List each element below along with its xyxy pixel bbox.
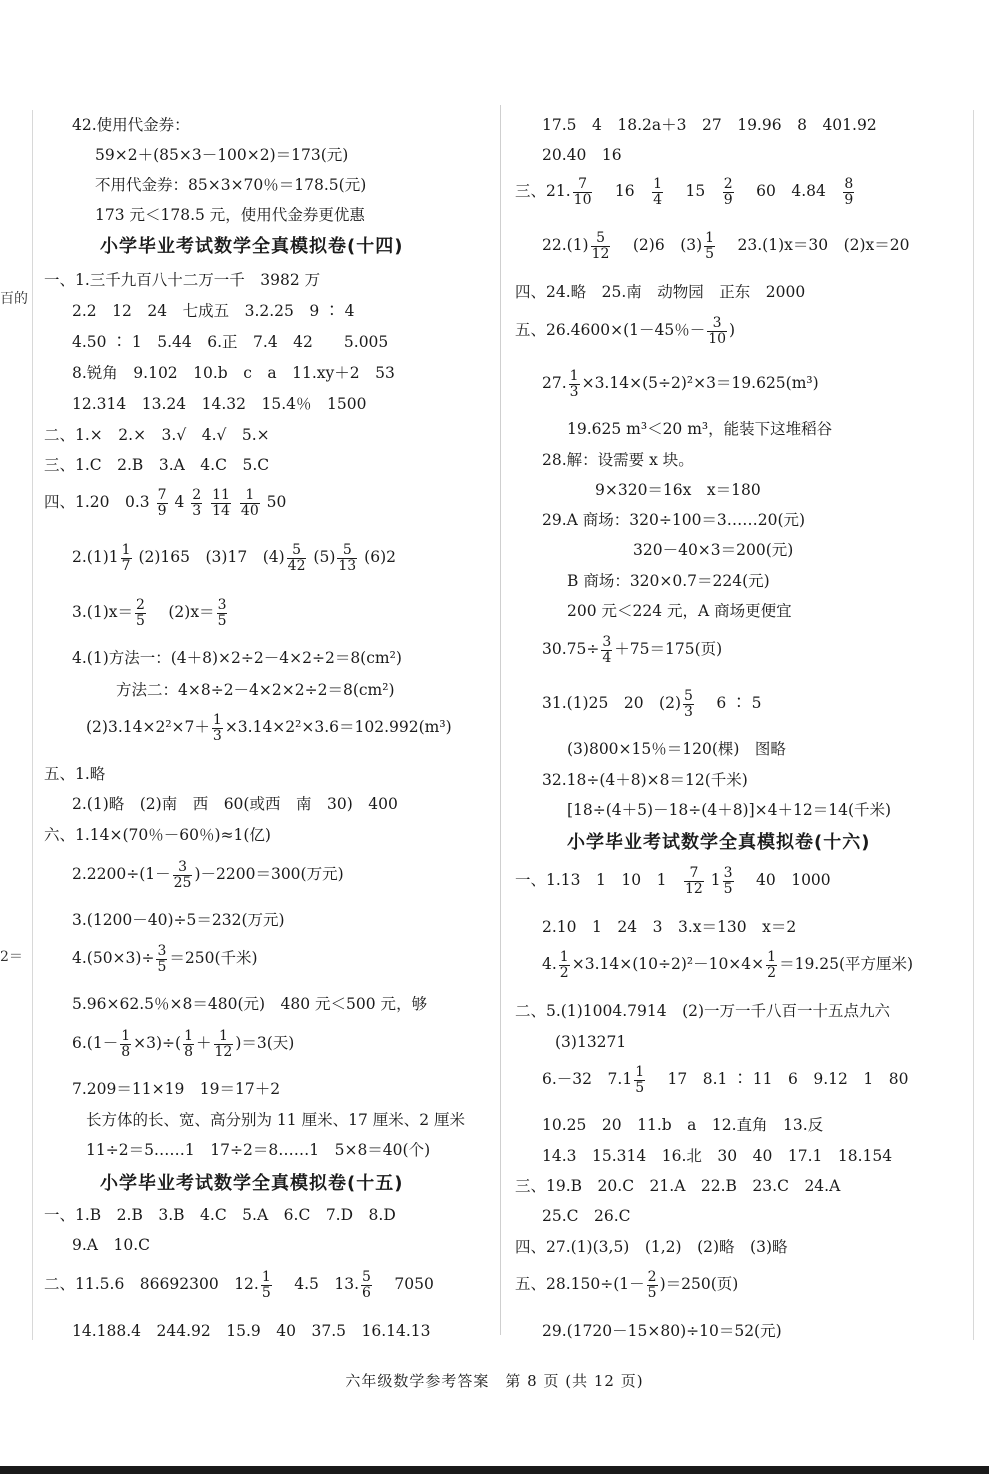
numerator: 1 xyxy=(569,368,579,384)
r7-text-a: 27. xyxy=(542,374,567,393)
r9-line-2: 9×320＝16x x＝180 xyxy=(595,481,761,499)
r11-line xyxy=(542,635,722,665)
column-divider xyxy=(500,105,501,1335)
t3-line xyxy=(542,950,913,980)
s6-6-text-a: 6.(1－ xyxy=(72,1034,119,1053)
q42-line-2: 59×2＋(85×3－100×2)＝173(元) xyxy=(95,146,349,164)
s5-line-1: 五、1.略 xyxy=(44,765,106,783)
numerator: 3 xyxy=(712,315,722,331)
t3-text-c: ＝19.25(平方厘米) xyxy=(779,955,914,974)
numerator: 5 xyxy=(292,542,302,558)
numerator: 1 xyxy=(559,949,569,965)
r3-text-d: 60 4.84 xyxy=(756,182,826,201)
s6-line-6 xyxy=(72,1029,294,1059)
numerator: 5 xyxy=(684,688,693,704)
fraction xyxy=(121,543,132,573)
denominator: 12 xyxy=(214,1043,233,1060)
s1-line-1: 一、1.三千九百八十二万一千 3982 万 xyxy=(44,271,321,289)
numerator: 1 xyxy=(705,230,715,246)
t9-text-b: )＝250(页) xyxy=(659,1275,739,1294)
denominator: 5 xyxy=(157,958,167,975)
denominator: 5 xyxy=(635,1079,645,1096)
s6-line-2 xyxy=(72,860,344,890)
fraction xyxy=(120,1029,131,1059)
r3-text-c: 15 xyxy=(685,182,706,201)
numerator: 1 xyxy=(767,949,777,965)
r10-line-1: 29.A 商场：320÷100＝3……20(元) xyxy=(542,511,806,529)
s6-line-5: 5.96×62.5％×8＝480(元) 480 元＜500 元，够 xyxy=(72,995,428,1013)
fraction xyxy=(217,598,228,628)
numerator: 5 xyxy=(596,230,605,246)
t8-line: 四、27.(1)(3,5) (1,2) (2)略 (3)略 xyxy=(515,1238,788,1256)
p1-line-1: 一、1.B 2.B 3.B 4.C 5.A 6.C 7.D 8.D xyxy=(44,1206,396,1224)
t4-line-1: 二、5.(1)1004.7914 (2)一万一千八百一十五点九六 xyxy=(515,1002,891,1020)
numerator: 1 xyxy=(184,1028,193,1044)
numerator: 7 xyxy=(157,487,167,503)
r3-text-b: 16 xyxy=(614,182,635,201)
fraction xyxy=(173,860,193,890)
denominator: 8 xyxy=(121,1043,131,1060)
s6-4-text-a: 4.(50×3)÷ xyxy=(72,949,155,968)
fraction xyxy=(214,1029,234,1059)
fraction xyxy=(569,369,580,399)
r7-line xyxy=(542,369,819,399)
s4-line-3 xyxy=(72,598,229,628)
fraction xyxy=(601,635,612,665)
s6-4-text-b: ＝250(千米) xyxy=(169,949,258,968)
denominator: 3 xyxy=(569,383,579,400)
p1-line-2: 9.A 10.C xyxy=(72,1236,150,1254)
heading-exam-16: 小学毕业考试数学全真模拟卷(十六) xyxy=(567,832,871,853)
s1-line-4: 8.锐角 9.102 10.b c a 11.xy＋2 53 xyxy=(72,364,395,382)
heading-exam-14: 小学毕业考试数学全真模拟卷(十四) xyxy=(100,236,404,257)
denominator: 12 xyxy=(591,245,610,262)
fraction xyxy=(704,231,715,261)
denominator: 10 xyxy=(708,330,727,347)
denominator: 4 xyxy=(653,191,663,208)
r7-text-b: ×3.14×(5÷2)²×3＝19.625(m³) xyxy=(581,374,819,393)
q42-line-3: 不用代金券：85×3×70％＝178.5(元) xyxy=(95,176,367,194)
fraction xyxy=(157,488,168,518)
fraction xyxy=(843,177,854,207)
fraction xyxy=(573,177,593,207)
s4a-mid: 4 xyxy=(174,493,185,512)
t7-line-1: 三、19.B 20.C 21.A 22.B 23.C 24.A xyxy=(515,1177,841,1195)
s2-line: 二、1.× 2.× 3.√ 4.√ 5.× xyxy=(44,426,270,444)
fraction xyxy=(135,598,146,628)
s6-7-line-3: 11÷2＝5……1 17÷2＝8……1 5×8＝40(个) xyxy=(86,1141,431,1159)
s6-6-text-d: )＝3(天) xyxy=(235,1034,295,1053)
s5-line-2: 2.(1)略 (2)南 西 60(或西 南 30) 400 xyxy=(72,795,398,813)
edge-text-mid: 2＝ xyxy=(0,949,23,965)
numerator: 1 xyxy=(653,176,663,192)
s3-line: 三、1.C 2.B 3.A 4.C 5.C xyxy=(44,456,270,474)
t6-line-2: 14.3 15.314 16.北 30 40 17.1 18.154 xyxy=(542,1147,893,1165)
numerator: 1 xyxy=(121,542,131,558)
denominator: 3 xyxy=(192,502,202,519)
r12-text-a: 31.(1)25 20 (2) xyxy=(542,694,682,713)
denominator: 42 xyxy=(287,557,306,574)
s4e-text-2: ×3.14×2²×3.6＝102.992(m³) xyxy=(224,718,452,737)
t9-line xyxy=(515,1270,738,1300)
left-margin-rule xyxy=(32,110,33,1340)
t5-line xyxy=(542,1065,908,1095)
fraction xyxy=(723,866,734,896)
r10-line-4: 200 元＜224 元，A 商场更便宜 xyxy=(567,602,792,620)
s4b-text-4: (6)2 xyxy=(364,548,396,567)
numerator: 3 xyxy=(157,943,167,959)
r13-line-3: [18÷(4＋5)－18÷(4＋8)]×4＋12＝14(千米) xyxy=(567,801,892,819)
s4d-line-2: 方法二：4×8÷2－4×2×2÷2＝8(cm²) xyxy=(116,681,395,699)
t5-text-b: 1 xyxy=(622,1070,633,1089)
s4b-text-2: (2)165 (3)17 (4) xyxy=(138,548,285,567)
denominator: 9 xyxy=(844,191,854,208)
s6-2-text-b: )－2200＝300(万元) xyxy=(194,865,344,884)
r11-text-a: 30.75÷ xyxy=(542,640,600,659)
fraction xyxy=(559,950,570,980)
fraction xyxy=(647,1270,658,1300)
t1-text-b: 1 xyxy=(710,871,721,890)
denominator: 5 xyxy=(217,612,227,629)
denominator: 5 xyxy=(647,1284,657,1301)
fraction xyxy=(191,488,202,518)
denominator: 5 xyxy=(261,1284,271,1301)
t2-line: 2.10 1 24 3 3.x＝130 x＝2 xyxy=(542,918,797,936)
numerator: 1 xyxy=(245,487,255,503)
fraction xyxy=(211,488,231,518)
s6-2-text-a: 2.2200÷(1－ xyxy=(72,865,171,884)
denominator: 5 xyxy=(136,612,145,629)
denominator: 40 xyxy=(240,502,259,519)
r10-line-3: B 商场：320×0.7＝224(元) xyxy=(567,572,770,590)
denominator: 8 xyxy=(184,1043,193,1060)
t6-line-1: 10.25 20 11.b a 12.直角 13.反 xyxy=(542,1116,824,1134)
numerator: 1 xyxy=(121,1028,131,1044)
s4c-text-1: 3.(1)x＝ xyxy=(72,603,133,622)
numerator: 3 xyxy=(217,597,227,613)
denominator: 3 xyxy=(684,703,693,720)
denominator: 2 xyxy=(559,964,569,981)
r1-line: 17.5 4 18.2a＋3 27 19.96 8 401.92 xyxy=(542,116,877,134)
numerator: 2 xyxy=(723,176,733,192)
r3-line xyxy=(515,177,856,207)
s6-6-text-b: ×3)÷( xyxy=(133,1034,182,1053)
r4-text-a: 22.(1) xyxy=(542,236,589,255)
p2-text-c: 7050 xyxy=(394,1275,434,1294)
numerator: 1 xyxy=(261,1269,271,1285)
numerator: 3 xyxy=(602,634,612,650)
t3-text-b: ×3.14×(10÷2)²－10×4× xyxy=(571,955,765,974)
s4b-text-1: 2.(1)1 xyxy=(72,548,119,567)
fraction xyxy=(652,177,663,207)
s6-line-4 xyxy=(72,944,258,974)
fraction xyxy=(240,488,260,518)
numerator: 2 xyxy=(192,487,202,503)
r13-line-1: (3)800×15％＝120(棵) 图略 xyxy=(567,740,786,758)
numerator: 3 xyxy=(723,865,733,881)
s4e-text-1: (2)3.14×2²×7＋ xyxy=(86,718,210,737)
fraction xyxy=(212,713,223,743)
t5-text-c: 17 8.1 ∶ 11 6 9.12 1 80 xyxy=(667,1070,909,1089)
q42-line-4: 173 元＜178.5 元，使用代金券更优惠 xyxy=(95,206,365,224)
r8-line: 19.625 m³＜20 m³，能装下这堆稻谷 xyxy=(567,420,833,438)
numerator: 11 xyxy=(212,487,230,503)
s1-line-2: 2.2 12 24 七成五 3.2.25 9 ∶ 4 xyxy=(72,302,355,320)
r12-text-b: 6 ∶ 5 xyxy=(716,694,762,713)
fraction xyxy=(183,1029,194,1059)
fraction xyxy=(361,1270,372,1300)
numerator: 3 xyxy=(178,859,188,875)
r11-text-b: ＋75＝175(页) xyxy=(614,640,723,659)
r5-line: 四、24.略 25.南 动物园 正东 2000 xyxy=(515,283,806,301)
denominator: 5 xyxy=(705,245,715,262)
s4b-text-3: (5) xyxy=(313,548,336,567)
r10-line-2: 320－40×3＝200(元) xyxy=(633,541,794,559)
right-margin-rule xyxy=(973,110,974,1340)
fraction xyxy=(337,543,357,573)
numerator: 5 xyxy=(362,1269,371,1285)
t4-line-2: (3)13271 xyxy=(555,1033,627,1051)
t1-line xyxy=(515,866,831,896)
p2-text-b: 4.5 13. xyxy=(294,1275,360,1294)
fraction xyxy=(261,1270,272,1300)
t1-text-c: 40 1000 xyxy=(755,871,831,890)
t7-line-2: 25.C 26.C xyxy=(542,1207,631,1225)
page-footer: 六年级数学参考答案 第 8 页 (共 12 页) xyxy=(345,1372,644,1390)
fraction xyxy=(707,316,727,346)
s4-line-1 xyxy=(44,488,286,518)
r12-line xyxy=(542,689,761,719)
fraction xyxy=(634,1065,645,1095)
fraction xyxy=(723,177,734,207)
numerator: 1 xyxy=(218,1028,228,1044)
s6-7-line-1: 7.209＝11×19 19＝17＋2 xyxy=(72,1080,281,1098)
fraction xyxy=(766,950,777,980)
fraction xyxy=(591,231,611,261)
r6-text-b: ) xyxy=(729,321,736,340)
s6-7-line-2: 长方体的长、宽、高分别为 11 厘米、17 厘米、2 厘米 xyxy=(86,1111,466,1129)
s4-line-2 xyxy=(72,543,396,573)
p2-line xyxy=(44,1270,434,1300)
denominator: 6 xyxy=(362,1284,371,1301)
t5-text-a: 6.－32 7. xyxy=(542,1070,623,1089)
r3-text-a: 三、21. xyxy=(515,182,571,201)
r9-line-1: 28.解：设需要 x 块。 xyxy=(542,451,694,469)
s6-6-text-c: ＋ xyxy=(195,1034,212,1053)
r6-line xyxy=(515,316,735,346)
s6-line-3: 3.(1200－40)÷5＝232(万元) xyxy=(72,911,285,929)
fraction xyxy=(683,689,694,719)
t9-text-a: 五、28.150÷(1－ xyxy=(515,1275,645,1294)
s4e-line xyxy=(86,713,452,743)
denominator: 10 xyxy=(573,191,592,208)
denominator: 7 xyxy=(121,557,131,574)
r6-text-a: 五、26.4600×(1－45％－ xyxy=(515,321,706,340)
denominator: 9 xyxy=(157,502,167,519)
s4a-text: 四、1.20 0.3 xyxy=(44,493,150,512)
denominator: 25 xyxy=(173,874,192,891)
t10-line: 29.(1720－15×80)÷10＝52(元) xyxy=(542,1322,782,1340)
numerator: 2 xyxy=(136,597,145,613)
heading-exam-15: 小学毕业考试数学全真模拟卷(十五) xyxy=(100,1173,404,1194)
numerator: 5 xyxy=(342,542,352,558)
denominator: 9 xyxy=(723,191,733,208)
p2-text-a: 二、11.5.6 86692300 12. xyxy=(44,1275,259,1294)
numerator: 2 xyxy=(647,1269,657,1285)
denominator: 3 xyxy=(212,727,222,744)
r4-text-c: 23.(1)x＝30 (2)x＝20 xyxy=(737,236,910,255)
numerator: 7 xyxy=(578,176,588,192)
numerator: 1 xyxy=(635,1064,645,1080)
t1-text-a: 一、1.13 1 10 1 xyxy=(515,871,667,890)
r13-line-2: 32.18÷(4＋8)×8＝12(千米) xyxy=(542,771,748,789)
s1-line-3: 4.50 ∶ 1 5.44 6.正 7.4 42 5.005 xyxy=(72,333,389,351)
t3-text-a: 4. xyxy=(542,955,557,974)
denominator: 12 xyxy=(684,880,703,897)
s6-line-1: 六、1.14×(70％－60％)≈1(亿) xyxy=(44,826,271,844)
s1-line-5: 12.314 13.24 14.32 15.4％ 1500 xyxy=(72,395,367,413)
numerator: 7 xyxy=(689,865,699,881)
bottom-edge-bar xyxy=(0,1466,989,1474)
denominator: 13 xyxy=(338,557,357,574)
p3-line: 14.188.4 244.92 15.9 40 37.5 16.14.13 xyxy=(72,1322,431,1340)
s4c-text-2: (2)x＝ xyxy=(168,603,215,622)
s4d-line-1: 4.(1)方法一：(4＋8)×2÷2－4×2÷2＝8(cm²) xyxy=(72,649,402,667)
fraction xyxy=(287,543,307,573)
fraction xyxy=(684,866,704,896)
denominator: 14 xyxy=(212,502,230,519)
numerator: 1 xyxy=(212,712,222,728)
q42-line-1: 42.使用代金券： xyxy=(72,116,190,134)
r4-line xyxy=(542,231,910,261)
r2-line: 20.40 16 xyxy=(542,146,622,164)
s4a-end: 50 xyxy=(266,493,287,512)
denominator: 2 xyxy=(767,964,777,981)
numerator: 8 xyxy=(844,176,854,192)
fraction xyxy=(156,944,167,974)
edge-text-top: 百的 xyxy=(0,291,28,307)
denominator: 5 xyxy=(723,880,733,897)
r4-text-b: (2)6 (3) xyxy=(632,236,703,255)
denominator: 4 xyxy=(602,649,612,666)
